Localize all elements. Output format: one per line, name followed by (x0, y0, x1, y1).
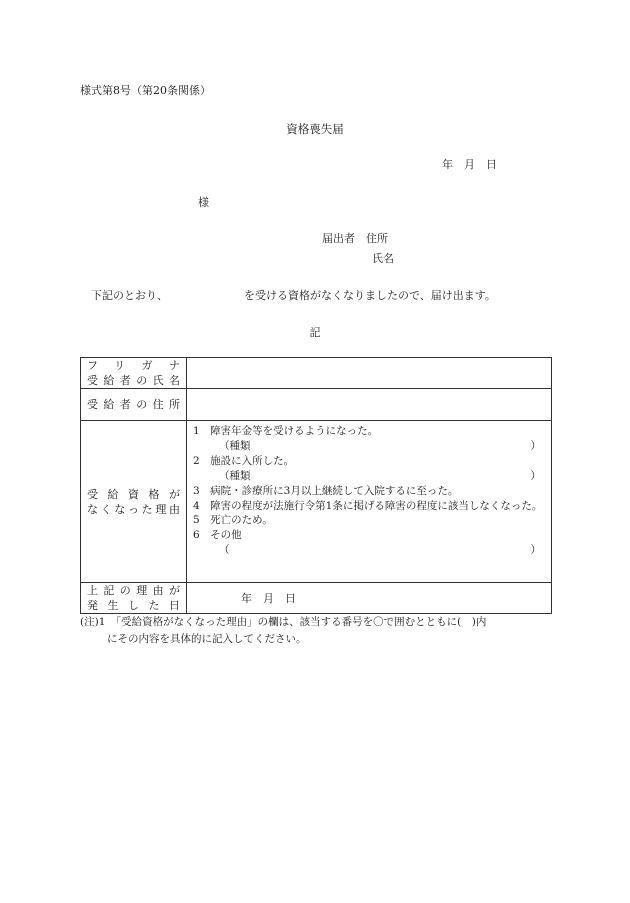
submitter-address-label: 届出者 住所 (322, 232, 388, 245)
note-line-1: (注)1 「受給資格がなくなった理由」の欄は、該当する番号を〇で囲むとともに( )内 (80, 616, 487, 628)
reason-header (81, 421, 187, 583)
recipient-address-header: 受給者の住所 (81, 389, 187, 421)
reason-6-detail[interactable] (193, 543, 545, 558)
reason-header-line2: なくなった理由 (87, 502, 180, 516)
reason-option-4[interactable]: 4 障害の程度が法施行令第1条に掲げる障害の程度に該当しなくなった。 (193, 499, 543, 512)
reason-header-line1: 受給資格が (87, 487, 180, 501)
loss-of-eligibility-table (80, 357, 552, 614)
submission-date: 年 月 日 (442, 158, 497, 171)
reason-1-type-label: （種類 (219, 439, 251, 452)
reason-option-2[interactable]: 2 施設に入所した。 (193, 454, 295, 467)
reason-1-type[interactable] (193, 439, 545, 454)
occurrence-date-row (81, 583, 552, 614)
occurrence-date-header-line1: 上記の理由が (87, 584, 180, 597)
reason-option-6[interactable]: 6 その他 (193, 529, 242, 542)
submitter-name-label: 氏名 (372, 252, 394, 265)
recipient-name-field[interactable] (187, 358, 552, 389)
note-line-2: にその内容を具体的に記入してください。 (107, 633, 307, 645)
document-title: 資格喪失届 (286, 122, 344, 136)
reason-option-3[interactable]: 3 病院・診療所に3月以上継続して入院するに至った。 (193, 484, 459, 497)
recipient-name-label: 受給者の氏名 (87, 374, 180, 387)
occurrence-date-header (81, 583, 187, 614)
reason-option-1[interactable]: 1 障害年金等を受けるようになった。 (193, 425, 379, 437)
recipient-address-field[interactable] (187, 389, 552, 421)
reason-6-open-paren: （ (219, 544, 230, 557)
reason-2-type[interactable] (193, 469, 545, 484)
recipient-address-row (81, 389, 552, 421)
reason-1-close-paren: ） (530, 439, 541, 452)
addressee-honorific: 様 (198, 196, 209, 209)
reason-2-type-label: （種類 (219, 469, 251, 482)
body-text (91, 287, 496, 303)
reason-2-close-paren: ） (530, 469, 541, 482)
reason-option-5[interactable]: 5 死亡のため。 (193, 514, 273, 527)
reason-6-close-paren: ） (530, 544, 541, 557)
body-text-after: を受ける資格がなくなりましたので、届け出ます。 (244, 289, 496, 302)
form-number: 様式第8号（第20条関係） (80, 84, 211, 97)
occurrence-date-header-line2: 発生した日 (87, 599, 180, 612)
occurrence-date-field[interactable]: 年 月 日 (187, 583, 552, 614)
furigana-label: フリガナ (87, 359, 180, 372)
ki-heading: 記 (309, 326, 321, 339)
reason-options[interactable] (187, 421, 552, 583)
recipient-name-header (81, 358, 187, 389)
body-text-before: 下記のとおり、 (91, 289, 168, 302)
reason-row (81, 421, 552, 583)
recipient-name-row (81, 358, 552, 389)
